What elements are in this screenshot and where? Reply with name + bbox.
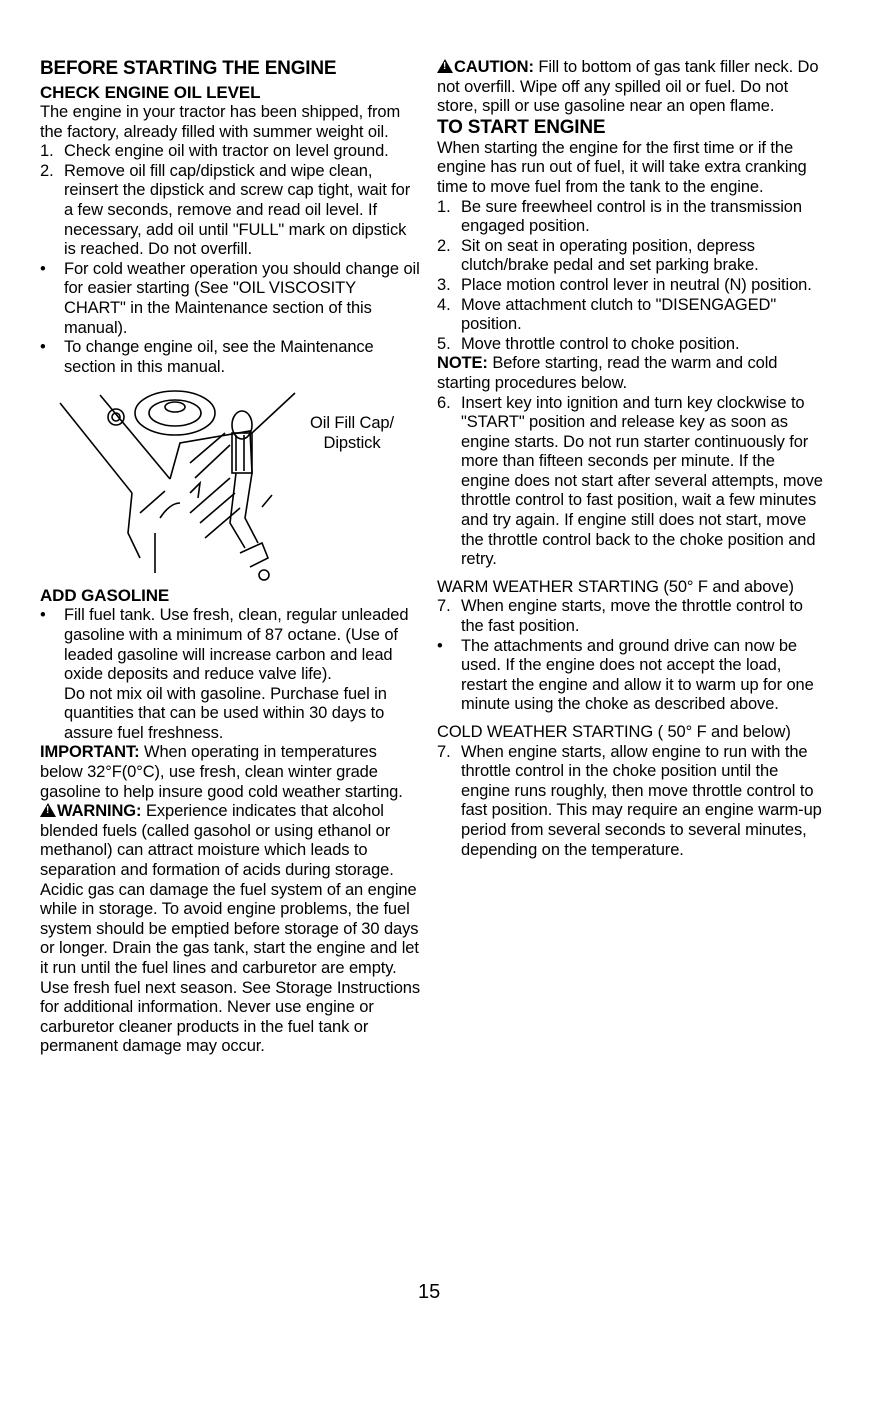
bullet-text: To change engine oil, see the Maintenance section in this manual. [64,338,374,376]
step-number: 4. [437,295,451,314]
step-text: Be sure freewheel control is in the transmission engaged position. [461,197,802,236]
bullet-mark: • [437,636,443,655]
check-oil-title: CHECK ENGINE OIL LEVEL [40,83,261,102]
important-note [40,743,420,802]
start-step-4 [437,296,827,335]
bullet-text: Fill fuel tank. Use fresh, clean, regular unleaded gasoline with a minimum of 87 octane. (Use of leaded gasoline will increase carbon and lead oxide deposits and reduce valve life). [64,606,409,684]
warm-step-7 [437,597,827,636]
step-text: When engine starts, move the throttle control to the fast position. [461,597,803,636]
step-text: Move throttle control to choke position. [461,334,740,353]
oil-step-1 [40,142,420,162]
oil-step-2 [40,162,420,260]
start-engine-title: TO START ENGINE [437,116,606,138]
bullet-mark: • [40,606,46,625]
step-number: 2. [437,236,451,255]
caution-label: CAUTION: [454,58,534,76]
start-step-2 [437,237,827,276]
left-column [40,58,420,1057]
section-heading: BEFORE STARTING THE ENGINE [40,58,337,79]
check-oil-intro: The engine in your tractor has been shipped, from the factory, already filled with summer weight oil. [40,103,401,141]
warning-note [40,802,420,1057]
note-label: NOTE: [437,354,488,373]
step-number: 1. [40,142,54,161]
oil-fill-figure [40,383,420,583]
start-step-6 [437,394,827,570]
right-column [437,58,827,860]
step-text: Insert key into ignition and turn key clockwise to "START" position and release key as soon as engine starts. Do not run starter continuously for more than fifteen seconds per minute. If the engine does not start after several attempts, move throttle control to fast position, wait a few minutes and try again. If engine still does not start, move the throttle control back to the choke position and retry. [461,393,823,569]
start-step-5 [437,335,827,355]
caution-note [437,58,827,117]
oil-bullet-2 [40,338,420,377]
start-step-3 [437,276,827,296]
page-number: 15 [418,1281,441,1303]
warning-text: Experience indicates that alcohol blended fuels (called gasohol or using ethanol or methanol) can attract moisture which leads to separation and formation of acids during storage. Acidic gas can damage the fuel system of an engine while in storage. To avoid engine problems, the fuel system should be emptied before storage of 30 days or longer. Drain the gas tank, start the engine and let it run until the fuel lines and carburetor are empty. Use fresh fuel next season. See Storage Instructions for additional information. Never use engine or carburetor cleaner products in the fuel tank or permanent damage may occur. [40,802,421,1056]
caution-triangle-icon [437,59,453,73]
step-number: 6. [437,393,451,412]
warm-weather-title: WARM WEATHER STARTING (50° F and above) [437,577,794,596]
cold-weather-title: COLD WEATHER STARTING ( 50° F and below) [437,723,791,741]
note-text: Before starting, read the warm and cold starting procedures below. [437,354,778,392]
warm-bullet [437,637,827,715]
step-text: When engine starts, allow engine to run with the throttle control in the choke position until the engine runs roughly, then move throttle control to fast position. This may require an engine warm-up period from several seconds to several minutes, depending on the temperature. [461,742,822,859]
caution-text: Fill to bottom of gas tank filler neck. Do not overfill. Wipe off any spilled oil or fuel. Do not store, spill or use gasoline near an open flame. [437,58,819,116]
step-text: Move attachment clutch to "DISENGAGED" position. [461,295,777,334]
gas-bullet-continued: Do not mix oil with gasoline. Purchase fuel in quantities that can be used within 30 days to assure fuel freshness. [64,684,387,742]
figure-label: Oil Fill Cap/ Dipstick [310,414,394,453]
step-number: 7. [437,742,451,761]
note [437,354,827,393]
step-number: 3. [437,275,451,294]
oil-bullet-1 [40,260,420,338]
important-text: When operating in temperatures below 32°F(0°C), use fresh, clean winter grade gasoline to help insure good cold weather starting. [40,743,403,801]
step-number: 2. [40,161,54,180]
step-text: Place motion control lever in neutral (N) position. [461,275,812,294]
step-number: 7. [437,597,451,616]
cold-step-7 [437,743,827,861]
important-label: IMPORTANT: [40,743,140,762]
step-text: Check engine oil with tractor on level ground. [64,142,389,161]
gas-bullet [40,606,420,684]
start-intro: When starting the engine for the first time or if the engine has run out of fuel, it will take extra cranking time to move fuel from the tank to the engine. [437,138,807,196]
warning-triangle-icon [40,803,56,817]
step-text: Remove oil fill cap/dipstick and wipe clean, reinsert the dipstick and screw cap tight, wait for a few seconds, remove and read oil level. If necessary, add oil until "FULL" mark on dipstick is reached. Do not overfill. [64,161,411,259]
start-step-1 [437,198,827,237]
step-number: 5. [437,334,451,353]
bullet-mark: • [40,259,46,278]
warning-label: WARNING: [57,802,142,821]
bullet-mark: • [40,338,46,357]
step-number: 1. [437,197,451,216]
add-gas-title: ADD GASOLINE [40,586,170,606]
bullet-text: The attachments and ground drive can now be used. If the engine does not accept the load, restart the engine and allow it to warm up for one minute using the choke as described above. [461,636,814,714]
step-text: Sit on seat in operating position, depress clutch/brake pedal and set parking brake. [461,236,759,275]
bullet-text: For cold weather operation you should change oil for easier starting (See "OIL VISCOSITY CHART" in the Maintenance section of this manual). [64,259,420,337]
